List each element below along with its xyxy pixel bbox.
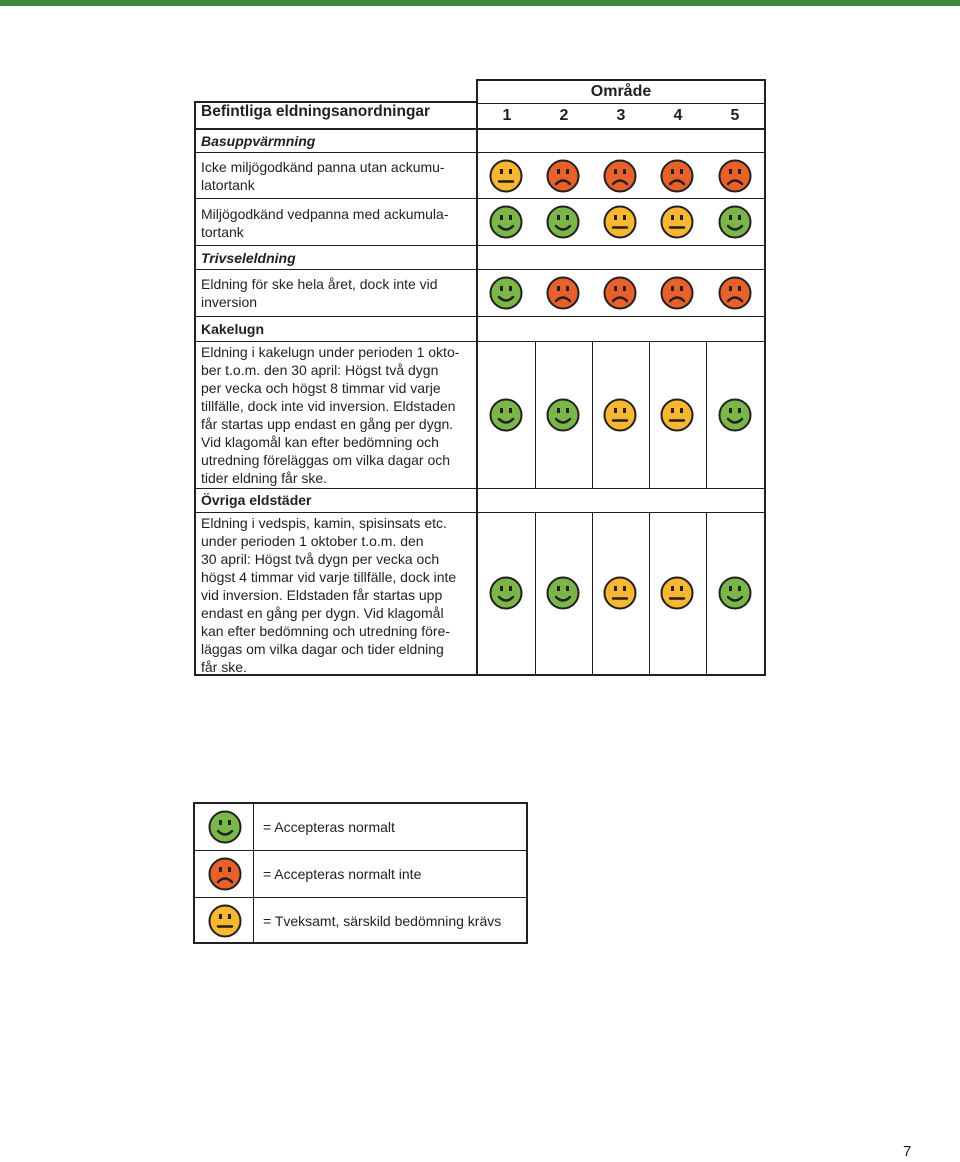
smiley-green-happy-icon — [208, 810, 242, 844]
smiley-yellow-neutral-icon — [489, 159, 523, 193]
smiley-red-sad-icon — [603, 276, 637, 310]
legend-text-tveksamt: = Tveksamt, särskild bedömning krävs — [263, 913, 502, 929]
area-number-4: 4 — [673, 107, 683, 124]
area-number-1: 1 — [502, 107, 512, 124]
smiley-red-sad-icon — [660, 159, 694, 193]
table-title: Befintliga eldningsanordningar — [201, 103, 431, 120]
smiley-red-sad-icon — [546, 159, 580, 193]
row-4-text: Eldning i kakelugn under perioden 1 okto- ber t.o.m. den 30 april: Högst två dygn per vecka och högst 8 timmar vid varje tillfälle, dock inte vid inversion. Eldstaden får startas upp endast en gång per dygn. Vid klagomål kan efter bedömning och utredning föreläggas om vilka dagar och tider eldning får ske. — [201, 344, 460, 486]
smiley-green-happy-icon — [718, 576, 752, 610]
smiley-red-sad-icon — [718, 159, 752, 193]
row-2-text: Miljögodkänd vedpanna med ackumula- tortank — [201, 206, 449, 240]
smiley-green-happy-icon — [489, 398, 523, 432]
top-accent-bar — [0, 0, 960, 6]
section-kakelugn: Kakelugn — [201, 321, 265, 337]
smiley-yellow-neutral-icon — [660, 576, 694, 610]
area-header: Område — [590, 83, 652, 100]
legend-box — [193, 802, 528, 944]
area-number-3: 3 — [616, 107, 626, 124]
legend-row-ej — [195, 851, 526, 897]
page-number: 7 — [903, 1143, 912, 1160]
section-trivseleldning: Trivseleldning — [201, 250, 296, 266]
area-number-2: 2 — [559, 107, 569, 124]
heating-assessment-table — [194, 79, 766, 676]
smiley-green-happy-icon — [546, 205, 580, 239]
area-number-5: 5 — [730, 107, 740, 124]
smiley-green-happy-icon — [489, 205, 523, 239]
smiley-green-happy-icon — [718, 398, 752, 432]
smiley-red-sad-icon — [660, 276, 694, 310]
legend-text-ej: = Accepteras normalt inte — [263, 866, 422, 882]
smiley-red-sad-icon — [208, 857, 242, 891]
smiley-yellow-neutral-icon — [603, 398, 637, 432]
smiley-green-happy-icon — [546, 398, 580, 432]
row-5-text: Eldning i vedspis, kamin, spisinsats etc. under perioden 1 oktober t.o.m. den 30 april: Högst två dygn per vecka och högst 4 timmar vid varje tillfälle, dock inte vid inversion. Eldstaden får startas upp endast en gång per dygn. Vid klagomål kan efter bedömning och utredning före- läggas om vilka dagar och tider eldning får ske. — [201, 515, 457, 675]
smiley-green-happy-icon — [489, 276, 523, 310]
smiley-red-sad-icon — [603, 159, 637, 193]
smiley-yellow-neutral-icon — [660, 205, 694, 239]
row-3-text: Eldning för ske hela året, dock inte vid inversion — [201, 276, 438, 310]
smiley-yellow-neutral-icon — [603, 205, 637, 239]
section-basuppvarmning: Basuppvärmning — [201, 133, 316, 149]
smiley-yellow-neutral-icon — [660, 398, 694, 432]
section-ovriga: Övriga eldstäder — [201, 492, 312, 508]
smiley-red-sad-icon — [546, 276, 580, 310]
smiley-red-sad-icon — [718, 276, 752, 310]
legend-row-ok — [195, 804, 526, 850]
smiley-green-happy-icon — [546, 576, 580, 610]
legend-row-tveksamt — [195, 898, 526, 944]
smiley-yellow-neutral-icon — [208, 904, 242, 938]
smiley-green-happy-icon — [489, 576, 523, 610]
row-1-text: Icke miljögodkänd panna utan ackumu- latortank — [201, 159, 445, 193]
smiley-yellow-neutral-icon — [603, 576, 637, 610]
smiley-green-happy-icon — [718, 205, 752, 239]
legend-text-ok: = Accepteras normalt — [263, 819, 395, 835]
